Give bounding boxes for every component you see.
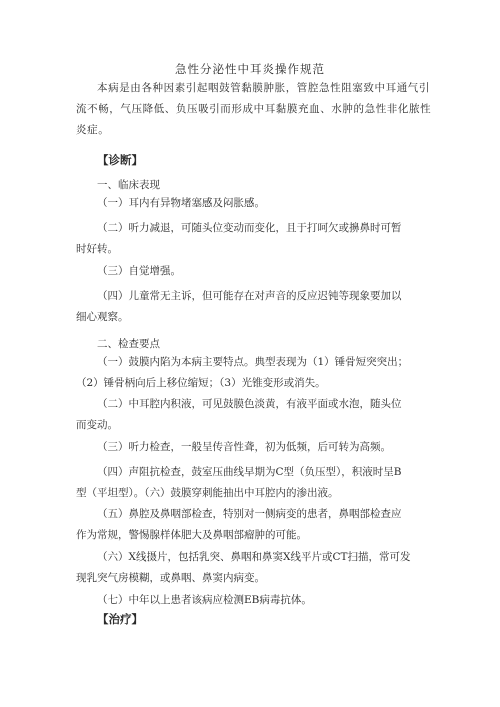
heading-clinical: 一、临床表现 [97,179,160,191]
clinical-item-line: （一）耳内有异物堵塞感及闷胀感。 [97,197,265,209]
exam-item-line: 现乳突气房模糊，或鼻咽、鼻窦内病变。 [76,572,265,584]
exam-item-line: 型（平坦型）。（六）鼓膜穿刺能抽出中耳腔内的渗出液。 [76,487,339,499]
exam-item-line: （二）中耳腔内积液，可见鼓膜色淡黄，有液平面或水泡，随头位 [97,398,402,410]
clinical-item [76,261,428,282]
document-title: 急性分泌性中耳炎操作规范 [175,62,325,76]
exam-item [76,547,428,589]
exam-item-line: （四）声阻抗检查，鼓室压曲线早期为C型（负压型），积液时呈B [97,466,402,478]
exam-item-line: （六）X线摄片，包括乳突、鼻咽和鼻窦X线平片或CT扫描，常可发 [97,551,411,563]
clinical-item-line: （四）儿童常无主诉，但可能存在对声音的反应迟钝等现象要加以 [97,290,402,302]
intro-paragraph [76,78,432,141]
exam-item [76,394,428,436]
intro-line: 流不畅，气压降低、负压吸引而形成中耳黏膜充血、水肿的急性非化脓性 [76,103,432,115]
exam-item-line: （三）听力检查，一般呈传音性聋，初为低频，后可转为高频。 [97,441,391,453]
exam-item-line: 而变动。 [76,419,118,431]
exam-item-line: （七）中年以上患者该病应检测EB病毒抗体。 [97,594,312,606]
exam-item [76,504,428,546]
exam-item-line: （2）锤骨柄向后上移位缩短；（3）光锥变形或消失。 [76,377,326,389]
section-title-treatment: 【治疗】 [97,612,143,626]
clinical-item-line: 时好转。 [76,243,118,255]
heading-exam: 二、检查要点 [97,338,160,350]
exam-item [76,352,428,394]
clinical-item [76,218,428,260]
clinical-item [76,286,428,328]
exam-item-line: （一）鼓膜内陷为本病主要特点。典型表现为（1）锤骨短突突出； [97,356,409,368]
intro-line: 炎症。 [76,124,110,136]
section-title-diagnosis: 【诊断】 [97,153,143,167]
exam-item [76,590,428,611]
clinical-item-line: （三）自觉增强。 [97,265,181,277]
exam-item [76,462,428,504]
clinical-item [76,193,428,214]
exam-item-line: 作为常规，警惕腺样体肥大及鼻咽部瘤肿的可能。 [76,529,307,541]
exam-item-line: （五）鼻腔及鼻咽部检查，特别对一侧病变的患者，鼻咽部检查应 [97,508,402,520]
clinical-item-line: 细心观察。 [76,311,129,323]
exam-item [76,437,428,458]
clinical-item-line: （二）听力减退，可随头位变动而变化，且于打呵欠或擤鼻时可暂 [97,222,402,234]
intro-line: 本病是由各种因素引起咽鼓管黏膜肿胀，管腔急性阻塞致中耳通气引 [97,82,430,94]
